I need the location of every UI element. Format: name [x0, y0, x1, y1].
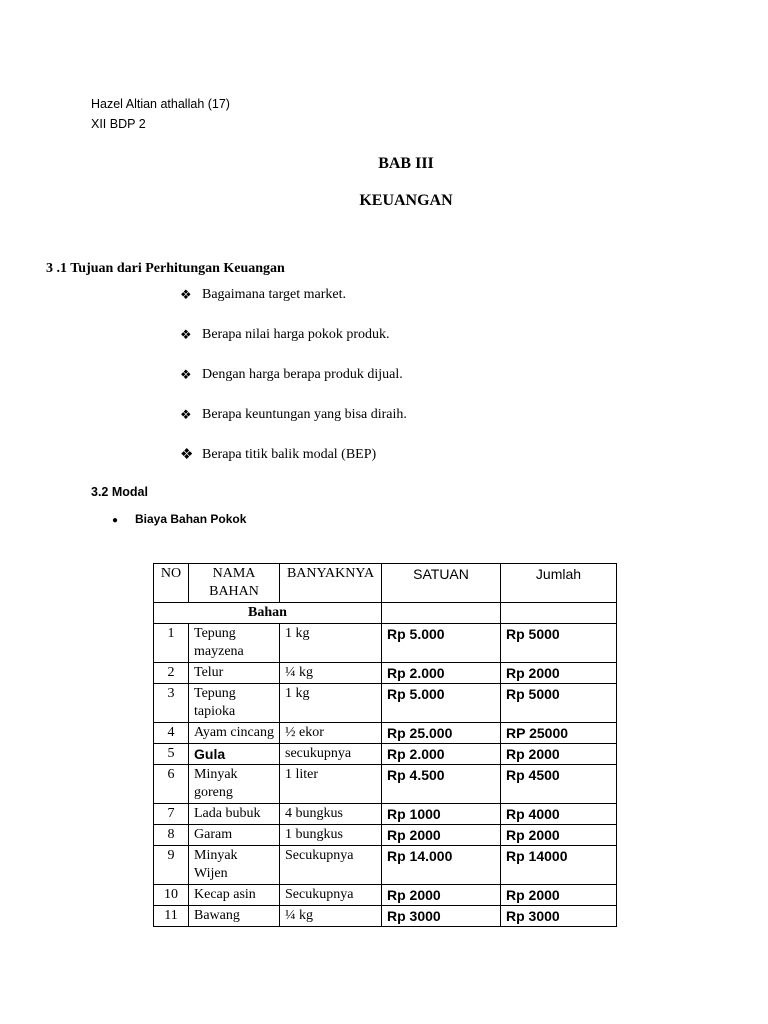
- total-price: Rp 14000: [501, 846, 617, 885]
- list-item: [180, 285, 407, 325]
- total-price: Rp 2000: [501, 744, 617, 765]
- header-jumlah: Jumlah: [501, 564, 617, 603]
- table-row: [154, 765, 617, 804]
- total-price: RP 25000: [501, 723, 617, 744]
- row-number: 11: [154, 906, 189, 927]
- unit-price: Rp 25.000: [382, 723, 501, 744]
- quantity: 1 kg: [280, 624, 382, 663]
- empty-cell: [501, 603, 617, 624]
- row-number: 2: [154, 663, 189, 684]
- unit-price: Rp 2000: [382, 825, 501, 846]
- header-no: NO: [154, 564, 189, 603]
- row-number: 10: [154, 885, 189, 906]
- section-heading-modal: 3.2 Modal: [91, 485, 148, 499]
- objectives-list: [180, 285, 407, 485]
- total-price: Rp 2000: [501, 663, 617, 684]
- ingredient-name: Minyak Wijen: [189, 846, 280, 885]
- total-price: Rp 5000: [501, 624, 617, 663]
- list-item: [180, 365, 407, 405]
- list-item: [180, 405, 407, 445]
- diamond-bullet-icon: ❖: [180, 447, 194, 463]
- bullet-dot-icon: ●: [112, 515, 119, 526]
- unit-price: Rp 5.000: [382, 684, 501, 723]
- table-row: [154, 885, 617, 906]
- table-body: [154, 624, 617, 927]
- quantity: 1 kg: [280, 684, 382, 723]
- header-nama-bahan: NAMA BAHAN: [189, 564, 280, 603]
- quantity: ¼ kg: [280, 663, 382, 684]
- row-number: 1: [154, 624, 189, 663]
- bullet-biaya-bahan-pokok: [112, 512, 246, 530]
- row-number: 9: [154, 846, 189, 885]
- row-number: 3: [154, 684, 189, 723]
- unit-price: Rp 4.500: [382, 765, 501, 804]
- unit-price: Rp 3000: [382, 906, 501, 927]
- diamond-bullet-icon: ❖: [180, 287, 192, 302]
- objective-text: Bagaimana target market.: [202, 287, 346, 302]
- total-price: Rp 4500: [501, 765, 617, 804]
- row-number: 6: [154, 765, 189, 804]
- unit-price: Rp 2.000: [382, 663, 501, 684]
- author-block: [91, 94, 230, 134]
- table-group-row: [154, 603, 617, 624]
- total-price: Rp 3000: [501, 906, 617, 927]
- bullet-text: Biaya Bahan Pokok: [135, 512, 247, 526]
- table-row: [154, 684, 617, 723]
- total-price: Rp 4000: [501, 804, 617, 825]
- group-label-bahan: Bahan: [154, 603, 382, 624]
- ingredient-name: Bawang: [189, 906, 280, 927]
- table-row: [154, 846, 617, 885]
- unit-price: Rp 2.000: [382, 744, 501, 765]
- table-row: [154, 723, 617, 744]
- objective-text: Berapa titik balik modal (BEP): [202, 447, 377, 462]
- quantity: secukupnya: [280, 744, 382, 765]
- author-name: Hazel Altian athallah (17): [91, 97, 230, 111]
- quantity: ¼ kg: [280, 906, 382, 927]
- ingredient-name: Gula: [189, 744, 280, 765]
- table-row: [154, 663, 617, 684]
- total-price: Rp 5000: [501, 684, 617, 723]
- quantity: Secukupnya: [280, 846, 382, 885]
- diamond-bullet-icon: ❖: [180, 327, 192, 342]
- total-price: Rp 2000: [501, 885, 617, 906]
- ingredient-name: Garam: [189, 825, 280, 846]
- list-item: [180, 325, 407, 365]
- header-banyaknya: BANYAKNYA: [280, 564, 382, 603]
- unit-price: Rp 5.000: [382, 624, 501, 663]
- ingredient-name: Ayam cincang: [189, 723, 280, 744]
- unit-price: Rp 14.000: [382, 846, 501, 885]
- objective-text: Berapa nilai harga pokok produk.: [202, 327, 390, 342]
- unit-price: Rp 2000: [382, 885, 501, 906]
- ingredient-name: Minyak goreng: [189, 765, 280, 804]
- author-class: XII BDP 2: [91, 117, 146, 131]
- cost-table: [153, 563, 617, 927]
- list-item: [180, 445, 407, 485]
- table-row: [154, 744, 617, 765]
- ingredient-name: Kecap asin: [189, 885, 280, 906]
- table-row: [154, 624, 617, 663]
- objective-text: Dengan harga berapa produk dijual.: [202, 367, 403, 382]
- table-row: [154, 804, 617, 825]
- quantity: 1 liter: [280, 765, 382, 804]
- quantity: 4 bungkus: [280, 804, 382, 825]
- row-number: 8: [154, 825, 189, 846]
- ingredient-name: Telur: [189, 663, 280, 684]
- unit-price: Rp 1000: [382, 804, 501, 825]
- objective-text: Berapa keuntungan yang bisa diraih.: [202, 407, 407, 422]
- header-satuan: SATUAN: [382, 564, 501, 603]
- row-number: 4: [154, 723, 189, 744]
- chapter-number: BAB III: [378, 155, 434, 172]
- ingredient-name: Tepung mayzena: [189, 624, 280, 663]
- diamond-bullet-icon: ❖: [180, 407, 192, 422]
- ingredient-name: Lada bubuk: [189, 804, 280, 825]
- row-number: 7: [154, 804, 189, 825]
- table-row: [154, 906, 617, 927]
- quantity: Secukupnya: [280, 885, 382, 906]
- quantity: ½ ekor: [280, 723, 382, 744]
- chapter-title: KEUANGAN: [359, 192, 453, 209]
- diamond-bullet-icon: ❖: [180, 367, 192, 382]
- total-price: Rp 2000: [501, 825, 617, 846]
- empty-cell: [382, 603, 501, 624]
- row-number: 5: [154, 744, 189, 765]
- ingredient-name: Tepung tapioka: [189, 684, 280, 723]
- quantity: 1 bungkus: [280, 825, 382, 846]
- table-header-row: [154, 564, 617, 603]
- table-row: [154, 825, 617, 846]
- section-heading-tujuan: 3 .1 Tujuan dari Perhitungan Keuangan: [46, 261, 285, 276]
